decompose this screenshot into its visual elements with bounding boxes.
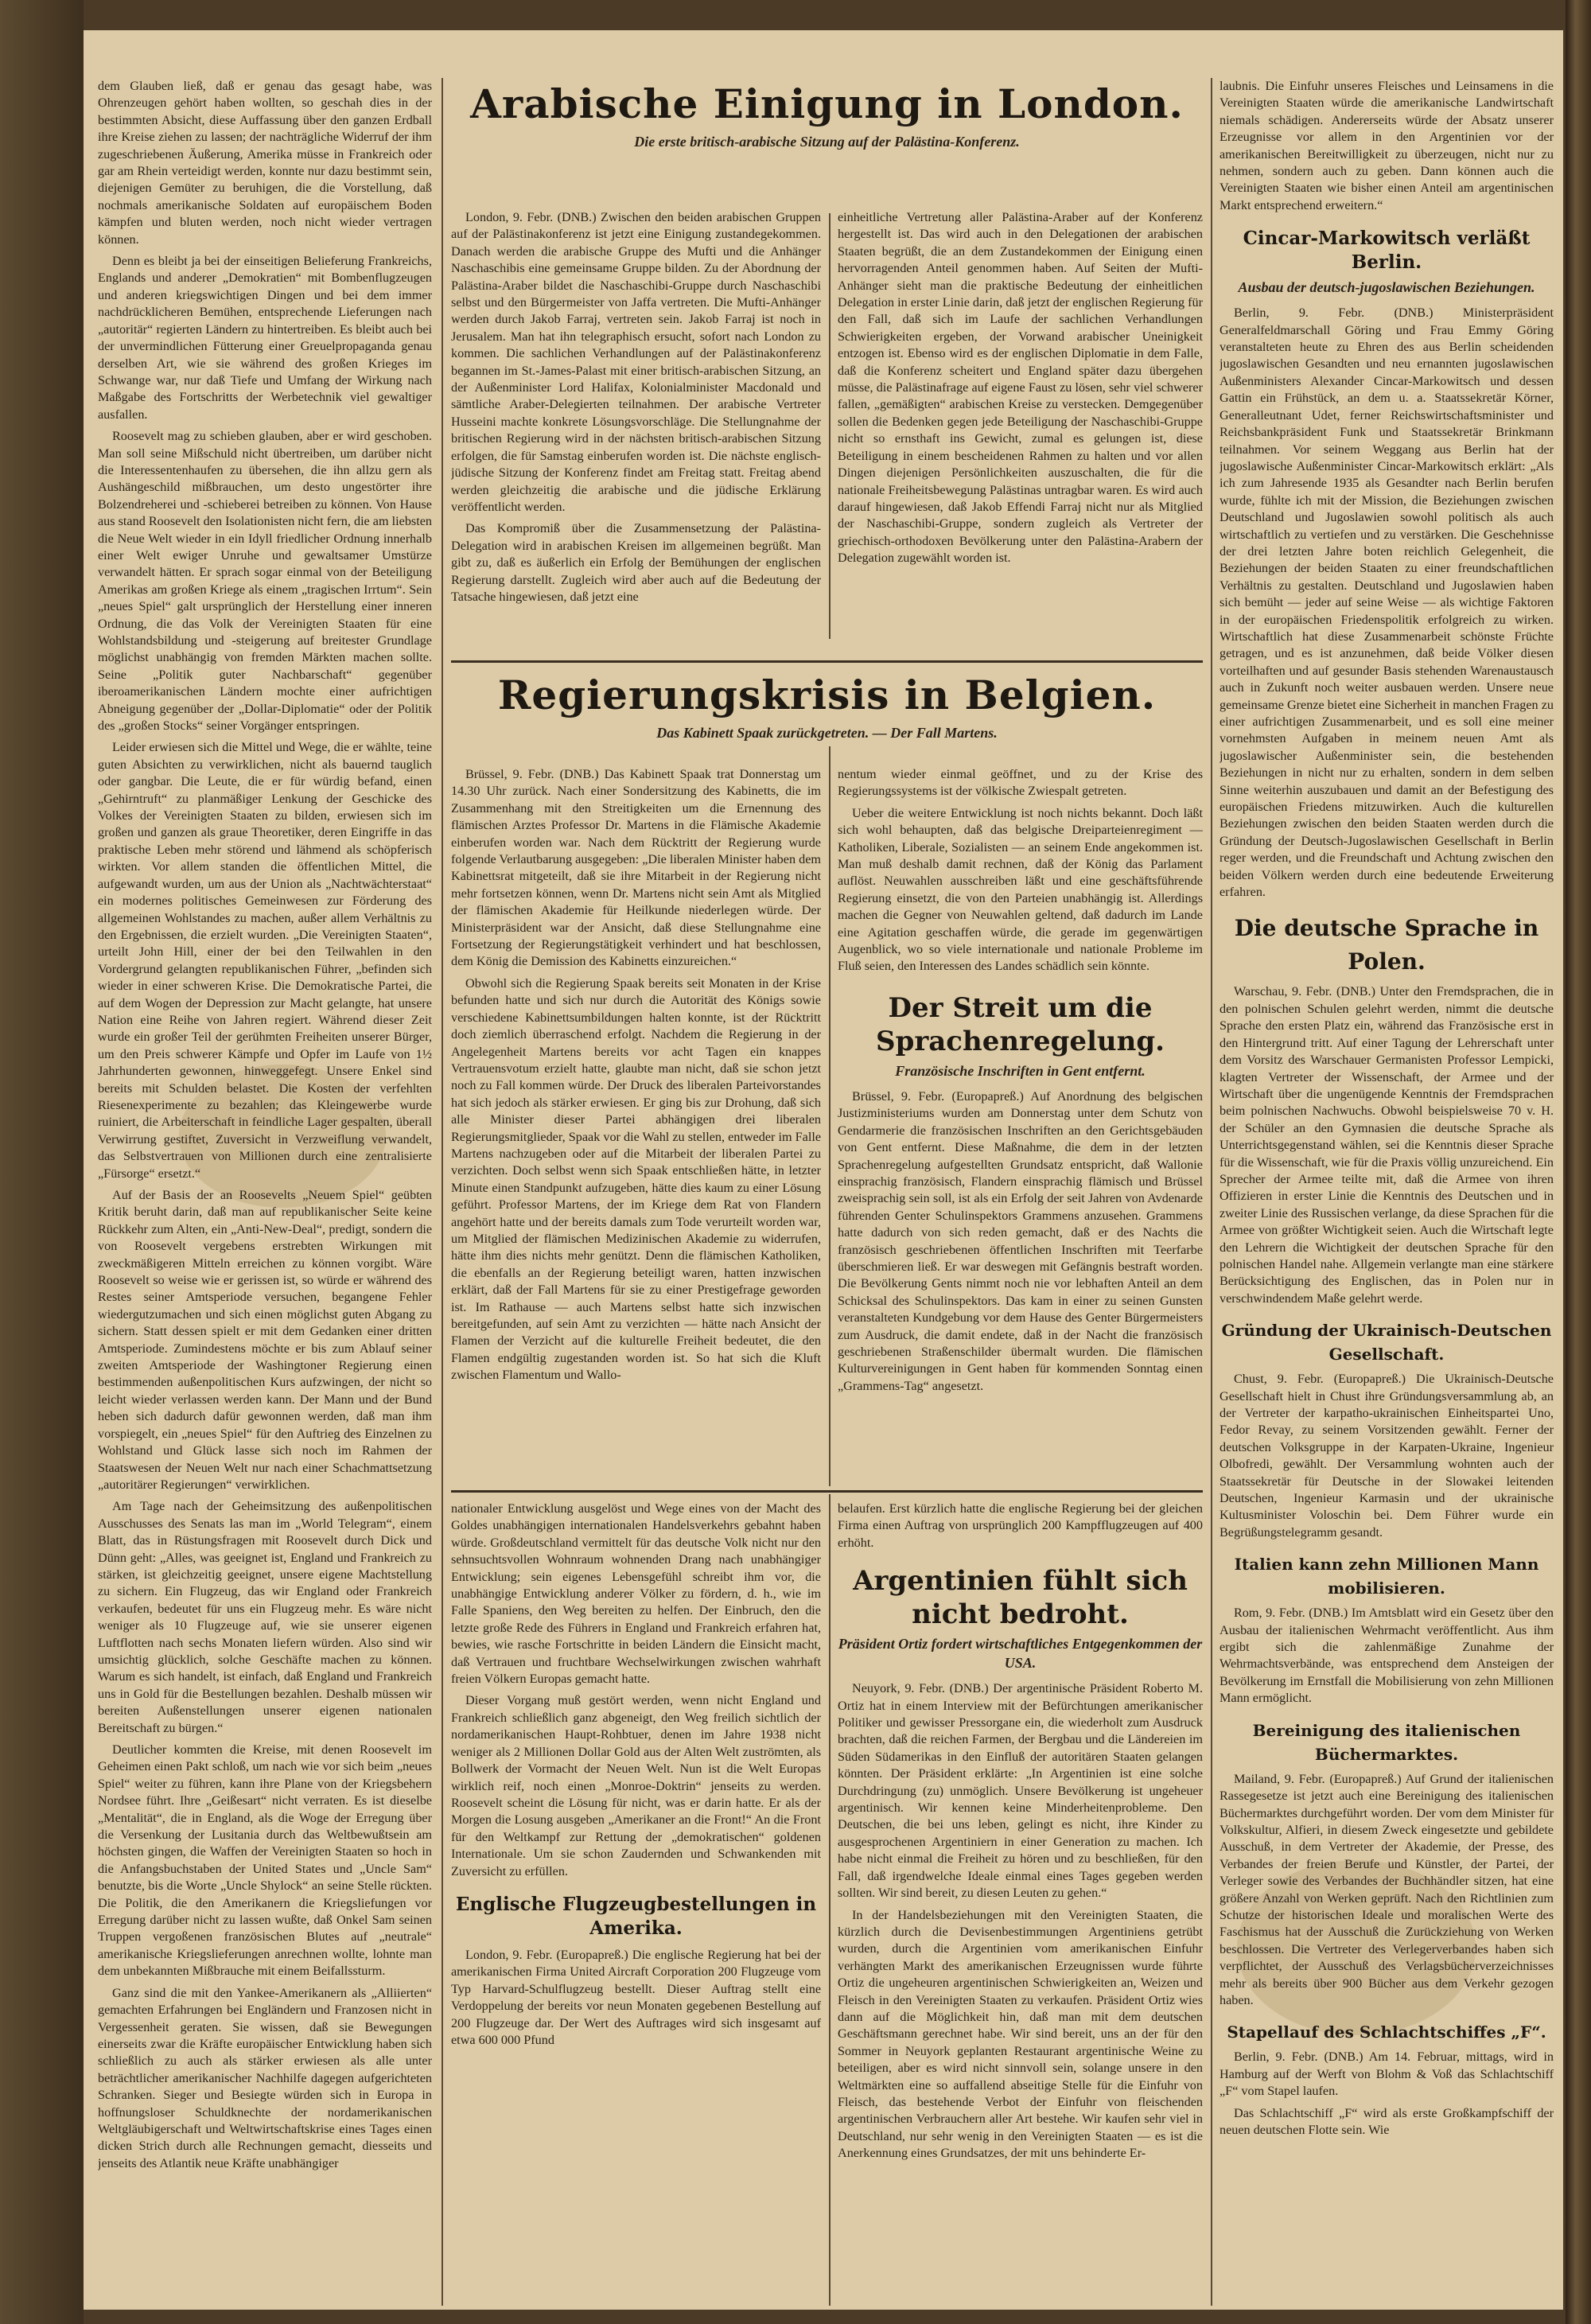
article-paragraph: Ueber die weitere Entwicklung ist noch nichts bekannt. Doch läßt sich wohl behaupten, daß das belgische Dreiparteienregiment — Katholiken, Liberale, Sozialisten — an seinem Ende angekommen ist. Man muß deshalb damit rechnen, daß der König das Parlament auflöst. Neuwahlen ausschreiben läßt und eine geschäftsführende Regierung einsetzt, die von den Parteien unabhängig ist. Allerdings machen die Gegner von Neuwahlen geltend, daß dadurch im Lande eine Agitation geschaffen würde, die gerade im gegenwärtigen Augenblick, wo so viele internationale und nationale Probleme im Fluß seien, den Interessen des Landes schädlich sein könnte. [838,805,1203,974]
article-paragraph: Denn es bleibt ja bei der einseitigen Belieferung Frankreichs, Englands und anderer „Demokratien“ mit Bombenflugzeugen und anderen kriegswichtigen Dingen und bei dem immer nachdrücklicheren Bemühen, entsprechende Lieferungen nach „autoritär“ regierten Ländern zu hintertreiben. Es bleibt auch bei der unvermindlichen Fütterung einer Greuelpropaganda genau derselben Art, wie sie während des großen Krieges im Schwange war, nur daß Tiefe und Umfang der Wirkung nach Maßgabe des Fortschritts der Werbetechnik viel gewaltiger ausfallen. [98,254,432,422]
article-paragraph: Roosevelt mag zu schieben glauben, aber er wird geschoben. Man soll seine Mißschuld nicht übertreiben, um darüber nicht die Interessentenhaufen zu übersehen, die ihn allzu gern als Aushängeschild mißbrauchen, um desto ungestörter ihre Bolzendreherei und -schieberei betreiben zu können. Von Hause aus stand Roosevelt den Isolationisten nicht fern, die am liebsten die Neue Welt wieder in ein Idyll friedlicher Ordnung innerhalb einer Welt ewiger Unruhe und gewaltsamer Umstürze verwandelt hätten. Er sprach sogar einmal von der Beteiligung Amerikas am großen Kriege als einem „tragischen Irrtum“. Sein „neues Spiel“ galt ursprünglich der Herstellung einer inneren Ordnung, die das Volk der Vereinigten Staaten für eine Wohlstandsbildung und -steigerung auf breitester Grundlage möglichst unabhängig von fremden Märkten machen sollte. Seine „Politik guter Nachbarschaft“ gegenüber iberoamerikanischen Ländern mochte einer aufrichtigen Abneigung gegenüber der „Dollar-Diplomatie“ oder der Politik des „großen Stocks“ seiner Vorgänger entspringen. [98,429,432,734]
article-paragraph: Obwohl sich die Regierung Spaak bereits seit Monaten in der Krise befunden hatte und sich nur durch die Autorität des Königs sowie verschiedene Kabinettsumbildungen halten konnte, ist der Rücktritt doch ziemlich überraschend erfolgt. Nachdem die Regierung in der Angelegenheit Martens bereits vor acht Tagen ein knappes Vertrauensvotum erzielt hatte, glaubte man nicht, daß sie schon jetzt noch zu Fall kommen würde. Der Druck des liberalen Parteivorstandes hat sich jedoch als stärker erwiesen. Er ging bis zur Drohung, daß sich alle Minister dieser Partei abhängigen drei liberalen Regierungsmitglieder, Spaak vor die Wahl zu stellen, entweder im Falle Martens nachzugeben oder auf die Mitarbeit der liberalen Partei zu verzichten. Doch selbst wenn sich Spaak entschließen hätte, in letzter Minute einen Standpunkt aufzugeben, hätte dies kaum zu einer Lösung geführt. Professor Martens, der im Kriege dem Rat von Flandern angehört hatte und der bereits damals zum Tode verurteilt worden war, um Mitglied der flämischen Medizinischen Akademie zu widerrufen, hätte ihm dies nichts mehr genützt. Denn die flämischen Katholiken, die ebenfalls an der Regierung beteiligt waren, hatten inzwischen erklärt, daß der Fall Martens für sie zu einer Prestigefrage geworden ist. Im Rathause — auch Martens selbst hatte sich inzwischen bereitgefunden, auf sein Amt zu verzichten — hätte nach Ansicht der Flamen der Verzicht auf die kulturelle Freiheit bedeutet, die den Flamen endgültig zugestanden worden ist. So hat sich die Kluft zwischen Flamentum und Wallo- [451,975,821,1383]
newspaper-page [84,30,1563,2310]
column-rule [1211,78,1212,2306]
ukrainisch-headline: Gründung der Ukrainisch-Deutschen Gesellschaft. [1221,1321,1552,1364]
belgien-col-1 [451,766,821,1482]
article-paragraph: Warschau, 9. Febr. (DNB.) Unter den Fremdsprachen, die in den polnischen Schulen gelehrt werden, nimmt die deutsche Sprache den ersten Platz ein, während das Französische erst in den Hintergrund tritt. Auf einer Tagung der Lehrerschaft unter dem Vorsitz des Warschauer Germanisten Professor Lempicki, klagten Vertreter der Wissenschaft, der Armee und der Wirtschaft über die ungenügende Kenntnis der Fremdsprachen beim polnischen Nachwuchs. Obwohl beispielsweise 70 v. H. der Schüler an den Gymnasien die deutsche Sprache als Unterrichtsgegenstand wählen, sei die Kenntnis dieser Sprache für die Wissenschaft, wie für die Praxis völlig unzureichend. Ein Sprecher der Armee teilte mit, daß die Armee von ihren Offizieren in erster Linie die Kenntnis des Deutschen und in zweiter Linie des Russischen verlange, da diese Sprachen für die Armee von größter Wichtigkeit seien. Auch die Wirtschaft legte den Lehrern die Wichtigkeit der deutschen Sprache für den polnischen Handel nahe. Allgemein verlangte man eine stärkere Berücksichtigung des Englischen, das in Polen nur in verschwindendem Maße gelehrt werde. [1220,984,1554,1306]
article-paragraph: Deutlicher kommten die Kreise, mit denen Roosevelt im Geheimen einen Pakt schloß, um nach wie vor sich beim „neues Spiel“ weiter zu führen, kann ihre Plane von der Kriegsbehern Nordsee führt. Ihre „Geißesart“ nicht verraten. Es ist dieselbe „Mentalität“, die in England, als die Woge der Erregung über die Versenkung der Lusitania durch das Weltbewußtsein am höchsten gingen, die Waffen der Vereinigten Staaten so hoch in die Anfangsbuchstaben der United States und „Uncle Sam“ benutzte, bis die Worte „Uncle Shylock“ an seine Stelle rückten. Die Politik, die den Amerikanern die Kriegsliefungen vor Erregung darüber nicht zu lassen wußte, daß Onkel Sam seinen Truppen vergoßenen französischen Blutes auf „neutrale“ amerikanische Kriegslieferungen anrechnen wollte, lohnte man dem unbekannten Mißbrauche mit einem Beifallssturm. [98,1742,432,1979]
article-paragraph: laubnis. Die Einfuhr unseres Fleisches und Leinsamens in die Vereinigten Staaten würde die amerikanische Landwirtschaft niemals schädigen. Andererseits würde der Absatz unserer Erzeugnisse vor allem in den Argentinien vor der amerikanischen Bereitwilligkeit zu überzeugen, nicht nur zu nehmen, sondern auch zu geben. Dann können auch die Vereinigten Staaten wie bisher einen Anteil am argentinischen Markt entsprechend erweitern.“ [1220,79,1554,212]
belgien-col-2 [838,766,1203,1482]
column-rule [829,746,831,1486]
scan-background-left [0,0,84,2324]
italien-headline: Italien kann zehn Millionen Mann mobilisieren. [1234,1555,1539,1598]
article-paragraph: Berlin, 9. Febr. (DNB.) Ministerpräsident Generalfeldmarschall Göring und Frau Emmy Göring veranstalteten heute zu Ehren des aus Berlin scheidenden jugoslawischen Gesandten und neu ernannten jugoslawischen Außenministers Alexander Cincar-Markowitsch und dessen Gattin ein Frühstück, an dem u. a. Staatssekretär Körner, Generalleutnant Udet, ferner Reichswirtschaftsminister und Reichsbankpräsident Funk und Staatssekretär Brinkmann teilnahmen. Vor seinem Weggang aus Berlin hat der jugoslawische Außenminister Cincar-Markowitsch erklärt: „Als ich zum Jahresende 1935 als Gesandter nach Berlin berufen wurde, fühlte ich mit der Mission, die Beziehungen zwischen Deutschland und Jugoslawien sowohl politisch als auch wirtschaftlich zu vertiefen und zu verstärken. Die Geschehnisse der drei letzten Jahre boten reichlich Gelegenheit, die Beziehungen der beiden Staaten zu einer freundschaftlichen Verhältnis zu gestalten. Deutschland und Jugoslawien haben sich bemüht — jeder auf seine Weise — als wichtige Faktoren in der europäischen Friedenspolitik erfolgreich zu wirken. Wirtschaftlich hat diese Zusammenarbeit schönste Früchte getragen, und es ist anzunehmen, daß beide Völker diesen vorteilhaften und auf gesunder Basis stehenden Warenaustausch auch in Zukunft noch weiter ausbauen werden. Unsere neue gemeinsame Grenze bietet eine Sicherheit in manchen Fragen zu einer aufrichtigen Zusammenarbeit, und es soll eine meiner vornehmsten Aufgaben in meinem neuen Amt als jugoslawischer Außenminister sein, die bestehenden Beziehungen in nicht nur zu erhalten, sondern in dem selben Sinne weiterhin auszubauen und damit an der Befestigung des europäischen Friedens mitzuwirken. Auch die kulturellen Beziehungen zwischen den beiden Staaten werden durch die Gründung der Deutsch-Jugoslawischen Gesellschaft in Berlin reger werden, und die Freundschaft und Achtung zwischen den beiden Völkern werden durch eine bedeutende Erweiterung erfahren. [1220,306,1554,900]
article-paragraph: einheitliche Vertretung aller Palästina-Araber auf der Konferenz hergestellt ist. Das wird auch in den Delegationen der arabischen Staaten begrüßt, die an dem Zustandekommen der Einigung einen hervorragenden Anteil genommen haben. Auf Seiten der Mufti-Anhänger sieht man die praktische Bedeutung der einheitlichen Delegation in erster Linie darin, daß jetzt der englischen Regierung für den Fall, daß sich im Laufe der sachlichen Verhandlungen Schwierigkeiten ergeben, der Vorwand arabischer Uneinigkeit entzogen ist. Ebenso wird es der englischen Diplomatie in dem Falle, daß die Konferenz scheitert und England später dazu übergehen müsse, die Palästinafrage auf eigene Faust zu lösen, sehr viel schwerer fallen, „gemäßigten“ arabischen Kreise zu verstecken. Demgegenüber sollen die Bedenken gegen jede Beteiligung der Naschaschibi-Gruppe nicht so ernsthaft ins Gewicht, zumal es gelungen ist, diese Beteiligung in einem bescheidenen Rahmen zu halten und vor allen Dingen diejenigen Persönlichkeiten auszuschalten, die für die nationale Freiheitsbewegung Palästinas untragbar waren. Es wird auch darauf hingewiesen, daß Jakob Effendi Farraj nicht nur als Mitglied der Naschaschibi-Gruppe, sondern zugleich als Vertreter der griechisch-orthodoxen Bevölkerung unter den Palästina-Arabern der Delegation zugewählt worden ist. [838,210,1203,566]
subheadline: Die erste britisch-arabische Sitzung auf der Palästina-Konferenz. [634,134,1020,150]
stapellauf-headline: Stapellauf des Schlachtschiffes „F“. [1227,2022,1546,2042]
belgien-headline-block [451,671,1203,762]
article-paragraph: belaufen. Erst kürzlich hatte die englische Regierung bei der gleichen Firma einen Auftrag von ursprünglich 200 Kampfflugzeugen auf 400 erhöht. [838,1501,1203,1550]
section-rule [451,660,1203,663]
article-paragraph: nationaler Entwicklung ausgelöst und Wege eines von der Macht des Goldes unabhängigen internationalen Handelsverkehrs gebahnt haben würde. Großdeutschland vermittelt für das deutsche Volk nicht nur den sehnsuchtsvollen Wohnraum wohnenden Drang nach unabhängiger Entwicklung; sein eigenes Lebensgefühl schreibt ihm vor, die unabhängige Entwicklung anderer Völker zu fördern, d. h., wie im Falle Spaniens, den Weg bereiten zu helfen. Der Einbruch, den die letzte große Rede des Führers in England und Frankreich erfahren hat, bewies, wie rasche Fortschritte in beiden Ländern die Einsicht macht, daß Vertrauen und fruchtbare Wechselwirkungen zwischen wahrhaft freien Völkern Europas gemacht hatte. [451,1501,821,1687]
article-paragraph: Brüssel, 9. Febr. (DNB.) Das Kabinett Spaak trat Donnerstag um 14.30 Uhr zurück. Nach einer Sondersitzung des Kabinetts, die im Zusammenhang mit den Streitigkeiten um die Ernennung des flämischen Arztes Professor Dr. Martens in die Flämische Akademie einberufen worden war. Nach dem Rücktritt der Regierung wurde folgende Verlautbarung ausgegeben: „Die liberalen Minister haben dem Kabinettsrat mitgeteilt, daß sie ihre Mitarbeit in der Regierung nicht mehr fortsetzen können, wenn Dr. Martens nicht sein Amt als Mitglied der flämischen Akademie für Heilkunde niederlegen würde. Der Ministerpräsident war der Ansicht, daß diese Stellungnahme eine Fortsetzung der Regierungstätigkeit verhindert und hat beschlossen, dem König die Demission des Kabinetts einzureichen.“ [451,767,821,969]
article-paragraph: Brüssel, 9. Febr. (Europapreß.) Auf Anordnung des belgischen Justizministeriums wurden am Donnerstag unter dem Schutz von Gendarmerie die französischen Inschriften an den Gerichtsgebäuden von Gent entfernt. Diese Maßnahme, die dem in der letzten Sprachenregelung aufgestellten Grundsatz entspricht, daß Wallonie einsprachig französisch, Flandern einsprachig flämisch und Brüssel zweisprachig sein soll, ist als ein Erfolg der seit Jahren von Avdenarde führenden Genter Schulinspektors Grammens anzusehen. Grammens hatte dadurch von sich reden gemacht, daß er des Nachts die französisch geschriebenen öffentlichen Inschriften mit Teerfarbe überschmieren ließ. Er war deswegen mit Gefängnis bestraft worden. Die Bevölkerung Gents nimmt noch nie vor lebhaften Anteil an dem Schicksal des Schulinspektors. Das kam in einer zu seinen Gunsten veranstalteten Kundgebung vor dem Hause des Genter Bürgermeisters zum Ausdruck, die damit endete, daß in der Nacht die französisch geschriebenen Straßenschilder übermalt wurden. Die flämischen Kulturvereinigungen in Gent haben für kommenden Sonntag einen „Grammens-Tag“ angesetzt. [838,1088,1203,1393]
article-paragraph: Ganz sind die mit den Yankee-Amerikanern als „Alliierten“ gemachten Erfahrungen bei Engländern und Franzosen nicht in Vergessenheit geraten. Sie wissen, daß sie Bewegungen einerseits zwar die Kräfte europäischer Entwicklung haben sich schließlich zu auch als stärker erwiesen als alle unter beträchtlicher amerikanischer Nachhilfe dagegen aufgerichteten Schranken. Sieger und Besiegte würden sich in Europa in hoffnungsloser Schuldknechte der nordamerikanischen Weltgläubigerschaft und Weltwirtschaftskrise eines Tages einen dicken Strich durch alle Rechnungen gemacht, diesseits und jenseits des Atlantik neue Kräfte unabhängiger [98,1985,432,2170]
article-paragraph: London, 9. Febr. (DNB.) Zwischen den beiden arabischen Gruppen auf der Palästinakonferenz ist jetzt eine Einigung zustandegekommen. Danach werden die arabische Gruppe des Mufti und die Anhänger Naschaschibis eine gemeinsame Gruppe bilden. Zu der Abordnung der Palästina-Araber bildet die Naschaschibi-Gruppe durch Naschaschibi selbst und den Bürgermeister von Jaffa vertreten. Die Mufti-Anhänger werden durch Jakob Farraj, vertreten sein. Jakob Farraj ist noch in Jerusalem. Man hat ihn telegraphisch ersucht, sofort nach London zu kommen. Die sachlichen Verhandlungen auf der Palästinakonferenz begannen im St.-James-Palast mit einer britisch-arabischen Sitzung, an der Außenminister Lord Halifax, Kolonialminister Macdonald und sämtliche Araber-Delegierten teilnahmen. Der arabische Vertreter Husseini machte konkrete Lösungsvorschläge. Die Stellungnahme der britischen Regierung wird in der nächsten britisch-arabischen Sitzung erfolgen, die für Samstag einberufen worden ist. Die nächste englisch-jüdische Sitzung der Konferenz findet am Freitag statt. Freitag abend werden gleichzeitig die arabische und die jüdische Erklärung veröffentlicht werden. [451,210,821,514]
article-paragraph: Das Schlachtschiff „F“ wird als erste Großkampfschiff der neuen deutschen Flotte sein. Wie [1220,2105,1554,2137]
article-paragraph: London, 9. Febr. (Europapreß.) Die englische Regierung hat bei der amerikanischen Firma United Aircraft Corporation 200 Flugzeuge vom Typ Harvard-Schulflugzeug bestellt. Dieser Auftrag stellt eine Verdoppelung der bereits vor neun Monaten gegebenen Bestellung auf 200 Flugzeuge dar. Der Wert des Auftrages wird sich insgesamt auf etwa 600 000 Pfund [451,1947,821,2047]
article-paragraph: nentum wieder einmal geöffnet, und zu der Krise des Regierungssystems ist der völkische Zwiespalt getreten. [838,767,1203,799]
article-paragraph: Neuyork, 9. Febr. (DNB.) Der argentinische Präsident Roberto M. Ortiz hat in einem Interview mit der Befürchtungen amerikanischer Politiker und gewisser Pressorgane ein, die wiederholt zum Ausdruck brachten, daß die reichen Farmen, der Bergbau und die Ländereien im Süden Südamerikas in den Einfluß der autoritären Staaten gelangen könnten. Der Präsident erklärte: „In Argentinien ist eine solche Durchdringung (zu) unmöglich. Unsere Bevölkerung ist ungeheuer argentinisch. Wir kennen keine Minderheitenprobleme. Den Deutschen, die bei uns leben, gelingt es nicht, ihre Kinder zu ausgesprochenen Argentiniern in einer Generation zu machen. Ich habe nicht einmal die Freiheit zu hören und zu beschließen, für den Fall, daß irgendwelche Ideale einmal eines Tages gegeben werden sollten. Wir sind bereit, zu diesen Leuten zu gehen.“ [838,1681,1203,1901]
argentinien-subheadline: Präsident Ortiz fordert wirtschaftliches Entgegenkommen der USA. [838,1636,1203,1672]
polen-headline: Die deutsche Sprache in Polen. [1234,915,1539,975]
bottom-mid-col-2 [838,1501,1203,2304]
article-paragraph: Mailand, 9. Febr. (Europapreß.) Auf Grund der italienischen Rassegesetze ist jetzt auch eine Bereinigung des italienischen Büchermarktes durchgeführt worden. Der vom dem Minister für Volkskultur, Alfieri, in diesem Zweck eingesetzte und gebildete Ausschuß, in dem Vertreter der Akademie, der Presse, des Verbandes der freien Berufe und Künstler, der Partei, der Verleger sowie des Verbandes der Buchhändler sitzen, hat eine größere Anzahl von Werken geprüft. Nach den Richtlinien zum Schutze der historischen Ideale und moralischen Werte des Faschismus hat der Ausschuß die Zurückziehung von Werken beschlossen. Die Vertreter des Verlegerverbandes haben sich verpflichtet, der Ausschuß des Verlagsbücherverzeichnisses mehr als bereits über 900 Bücher aus dem Verkehr gezogen haben. [1220,1771,1554,2007]
article-paragraph: Am Tage nach der Geheimsitzung des außenpolitischen Ausschusses des Senats las man im „World Telegram“, einem Blatt, das in Rüstungsfragen mit Roosevelt durch Dick und Dünn geht: „Alles, was geeignet ist, England und Frankreich zu stärken, ist gleichzeitig geeignet, unsere eigene Machtstellung zu sichern. Ein Flugzeug, das wir England oder Frankreich verkaufen, bedeutet für uns ein Flugzeug mehr. Es wäre nicht weniger als 10 Flugzeuge auf, wie sie unserer eigenen Luftflotten nach sechs Monaten liefern würden. Also sind wir umsichtig glücklich, solche Geschäfte machen zu können. Warum es sich handelt, ist einfach, daß England und Frankreich uns in Gold für die Bestellungen bezahlen. Deshalb müssen wir bereiten Außenstellungen unserer eigenen nationalen Bereitschaft zu bürgen.“ [98,1499,432,1735]
article-paragraph: dem Glauben ließ, daß er genau das gesagt habe, was Ohrenzeugen gehört haben wollten, so geschah dies in der bestimmten Absicht, diese Auffassung über den ganzen Erdball ihre Kreise ziehen zu lassen; der nachträgliche Widerruf der ihm zugeschriebenen Äußerung, Amerika müsse in Frankreich oder gar am Rhein verteidigt werden, konnte nur dazu bestimmt sein, diejenigen Gemüter zu beruhigen, die die Vorstellung, daß nochmals amerikanische Soldaten auf europäischem Boden kämpfen und bluten werden, noch nicht wieder vertragen können. [98,79,432,247]
cincar-headline: Cincar-Markowitsch verläßt Berlin. [1243,228,1531,274]
book-spine [1566,0,1591,2324]
argentinien-headline: Argentinien fühlt sich nicht bedroht. [853,1565,1188,1631]
flugzeug-headline: Englische Flugzeugbestellungen in Amerika. [455,1893,817,1939]
article-paragraph: In der Handelsbeziehungen mit den Vereinigten Staaten, die kürzlich durch die Devisenbestimmungen Argentiniens getrübt wurden, durch die Argentinien vom amerikanischen Einfuhr verhängten Markt des amerikanischen Erzeugnissen wurde führte Ortiz die ungeheuren argentinischen Schwierigkeiten an, Weizen und Fleisch in den Vereinigten Staaten zu verkaufen. Präsident Ortiz wies dann auf die Möglichkeit hin, daß man mit dem deutschen Geschäftsmann gerechnet habe. Wir sind bereit, uns an der für den Sommer in Neuyork geplanten Restaurant argentinische Weine zu beteiligen, aber es wird nicht sinnvoll sein, solange unsere in den Weltmärkten eine so auffallend abseitige Stelle für die Einfuhr von Fleisch, das bestehende Verbot der Einfuhr von fleischenden argentinischen Verbrauchern aller Art bestehe. Wir kaufen sehr viel in Deutschland, nur sehr wenig in den Vereinigten Staaten — es ist die Anerkennung eines Grundsatzes, der mit uns behinderte Er- [838,1907,1203,2161]
article-paragraph: Leider erwiesen sich die Mittel und Wege, die er wählte, teine guten Absichten zu verwirklichen, nicht als bauernd tauglich oder gangbar. Die Leute, die er für würdig befand, einen „Gehirntruft“ zu planmäßiger Lenkung der Geschicke des Volkes der Vereinigten Staaten zu bilden, erwiesen sich im großen und ganzen als graue Theoretiker, deren Eingriffe in das praktische Leben mehr störend und lähmend als schöpferisch wirkten. Vor allem standen die öffentlichen Mittel, die aufgewandt wurden, um aus der Union als „Nachtwächterstaat“ ein modernes politisches Gemeinwesen zur Förderung des allgemeinen Wohlstandes zu machen, außer allem Verhältnis zu den Ergebnissen, die erzielt wurden. „Die Vereinigten Staaten“, urteilt John Hill, einer der bei den Teilwahlen in den Vordergrund gelangten republikanischen Führer, „befinden sich wieder in einer schweren Krise. Die Demokratische Partei, die auf dem Wogen der Depression zur Macht gelangte, hat unsere Nation eine Reihe von Jahren regiert. Während dieser Zeit wurde ein großer Teil der gerühmten Freiheiten unserer Bürger, um den Preis schwerer Kämpfe und Opfer im Laufe von 1½ Jahrhunderten gewonnen, hinweggefegt. Unsere Enkel sind bereits mit Schulden belastet. Die Kosten der verfehlten Riesenexperimente zu bezahlen; das Kleingewerbe wurde ruiniert, die Arbeiterschaft in feindliche Lager gespalten, überall Verwirrung gestiftet, Zuversicht in Verzweiflung verwandelt, das Selbstvertrauen von Millionen durch eine zentralisierte „Fürsorge“ ersetzt.“ [98,740,432,1181]
article-paragraph: Chust, 9. Febr. (Europapreß.) Die Ukrainisch-Deutsche Gesellschaft hielt in Chust ihre Gründungsversammlung ab, an der Vertreter der karpatho-ukrainischen Einheitspartei Uno, Fedor Revay, zu seinem Vorsitzenden gewählt. Ferner der deutschen Volksgruppe in der Karpaten-Ukraine, Ingenieur Olbofredi, gewählt. Der Versammlung wohnten auch der Staatssekretär für Deutsche in der Slowakei leitenden Deutschen, Ingenieur Karmasin und der ukrainische Kultusminister Voloschin bei. Dem Führer wurde ein Begrüßungstelegramm gesandt. [1220,1372,1554,1540]
article-paragraph: Das Kompromiß über die Zusammensetzung der Palästina-Delegation wird in arabischen Kreisen im allgemeinen begrüßt. Man gibt zu, daß es äußerlich ein Erfolg der Bemühungen der englischen Regierung darstellt. Zugleich wird aber auch auf die Bedeutung der Tatsache hingewiesen, daß jetzt eine [451,521,821,604]
article-paragraph: Dieser Vorgang muß gestört werden, wenn nicht England und Frankreich schließlich ganz abgeneigt, den Weg freilich sichtlich der nordamerikanischen Haupt-Rohbtuer, denen im Jahre 1938 nicht weniger als 2 Millionen Dollar Gold aus der Alten Welt zuströmten, als Bollwerk der Vormacht der Neuen Welt. Nun ist die Welt Europas wirklich reif, noch einen „Monroe-Doktrin“ jenseits zu werden. Roosevelt scheint die Lösung für nicht, was er darin hatte. Er als der Morgen die Losung ausgeben „Amerikaner an die Front!“ An die Front für den Weltkampf zur Rettung der „demokratischen“ goldenen Internationale. Um sie schon Zaudernden und Schwankenden mit Zuversicht zu erfüllen. [451,1693,821,1878]
article-paragraph: Auf der Basis der an Roosevelts „Neuem Spiel“ geübten Kritik beruht darin, daß man auf republikanischer Seite keine Rückkehr zum Alten, ein „Anti-New-Deal“, predigt, sondern die von Roosevelt vergebens erstrebten Wirkungen mit zweckmäßigeren Mitteln erreichen zu können vorgibt. Wäre Roosevelt so weise wie er gerissen ist, so würde er während des Restes seiner Amtsperiode versuchen, begangene Fehler wiedergutzumachen und sich einen möglichst guten Abgang zu sichern. Statt dessen spielt er mit dem Gedanken einer dritten Amtsperiode. Zumindestens möchte er bis zum Ablauf seiner zweiten Amtsperiode der Washingtoner Regierung einen bestimmenden außenpolitischen Kurs aufzwingen, der nicht so leicht wieder verlassen werden kann. Der Mann und der Bund heben sich dadurch dafür gewonnen werden, daß man ihm vorspiegelt, ein „neues Spiel“ für den Auftrieg des Einzelnen zu Wohlstand und Glück lasse sich noch im Rahmen der Staatswesen der Neuen Welt nur nach einer Schachmattsetzung „autoritärer Regierungen“ verwirklichen. [98,1188,432,1492]
article-paragraph: Berlin, 9. Febr. (DNB.) Am 14. Februar, mittags, wird in Hamburg auf der Werft von Blohm & Voß das Schlachtschiff „F“ vom Stapel laufen. [1220,2050,1554,2099]
headline: Regierungskrisis in Belgien. [497,672,1157,718]
bottom-mid-col-1 [451,1501,821,2304]
subheadline: Das Kabinett Spaak zurückgetreten. — Der Fall Martens. [656,725,998,741]
right-column [1220,78,1554,2302]
streit-subheadline: Französische Inschriften in Gent entfernt. [895,1062,1146,1079]
section-rule [451,1490,1203,1493]
arabische-col-2 [838,209,1203,655]
streit-headline: Der Streit um die Sprachenregelung. [876,991,1165,1057]
arabische-col-1 [451,209,821,655]
column-rule [829,1494,831,2306]
cincar-subheadline: Ausbau der deutsch-jugoslawischen Beziehungen. [1238,279,1535,296]
left-column [98,78,432,2302]
headline: Arabische Einigung in London. [470,80,1184,127]
column-rule [829,213,831,639]
article-paragraph: Rom, 9. Febr. (DNB.) Im Amtsblatt wird ein Gesetz über den Ausbau der italienischen Wehrmacht veröffentlicht. Aus ihm ergibt sich die zahlenmäßige Zunahme der Wehrmachtsverbände, was entsprechend dem Ansteigen der Bevölkerung im Ernstfall die Mobilisierung von zehn Millionen Mann ermöglicht. [1220,1606,1554,1706]
arabische-headline-block [451,80,1203,207]
column-rule [442,78,443,2306]
buecher-headline: Bereinigung des italienischen Büchermarktes. [1252,1720,1521,1764]
